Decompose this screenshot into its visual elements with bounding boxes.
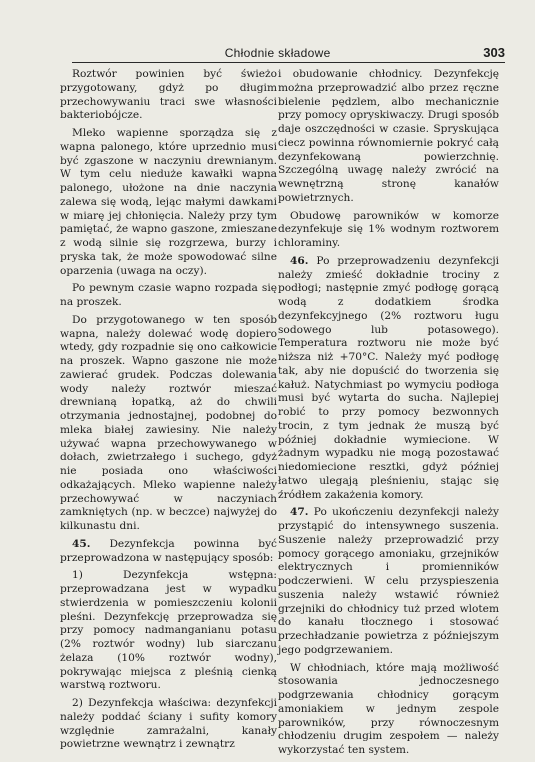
- paragraph-section-45: [60, 538, 277, 566]
- paragraph: Mleko wapienne sporządza się z wapna palonego, które uprzednio musi być zgaszone w naczyniu drewnianym. W tym celu nieduże kawałki wapna palonego, ułożone na dnie naczynia zalewa się wodą, lejąc małymi dawkami w miarę jej chłonięcia. Należy przy tym pamiętać, że wapno gaszone, zmieszane z wodą silnie się rozgrzewa, burzy i pryska tak, że może spowodować silne oparzenia (uwaga na oczy).: [60, 127, 277, 277]
- page-number: 303: [483, 45, 505, 60]
- paragraph-section-47: [278, 506, 499, 657]
- paragraph: Do przygotowanego w ten sposób wapna, należy dolewać wodę dopiero wtedy, gdy rozpadnie się ono całkowicie na proszek. Wapno gaszone nie może zawierać grudek. Podczas dolewania wody należy roztwór mieszać drewnianą łopatką, aż do chwili otrzymania jednostajnej, podobnej do mleka białej zawiesiny. Nie należy używać wapna przechowywanego w dołach, zwietrzałego i suchego, gdyż nie posiada ono właściwości odkażających. Mleko wapienne należy przechowywać w naczyniach zamkniętych (np. w beczce) najwyżej do kilkunastu dni.: [60, 313, 277, 532]
- left-column: [60, 68, 277, 756]
- paragraph-text: Po przeprowadzeniu dezynfekcji należy zmieść dokładnie trociny z podłogi; następnie zmyć podłogę gorącą wodą z dodatkiem środka dezynfekcyjnego (2% roztworu ługu sodowego lub potasowego). Temperatura roztworu nie może być niższa niż +70°C. Należy myć podłogę tak, aby nie dopuścić do tworzenia się kałuż. Natychmiast po wymyciu podłoga musi być wytarta do sucha. Najlepiej robić to przy pomocy bezwonnych trocin, z tym jednak że muszą być później dokładnie wymiecione. W żadnym wypadku nie mogą pozostawać niedomiecione resztki, gdyż później łatwo ulegają pleśnieniu, stając się źródłem zakażenia komory.: [278, 254, 499, 501]
- paragraph-text: Dezynfekcja powinna być przeprowadzona w następujący sposób:: [60, 537, 277, 564]
- paragraph-text: Po ukończeniu dezynfekcji należy przystąpić do intensywnego suszenia. Suszenie należy przeprowadzić przy pomocy gorącego amoniaku, grzejników elektrycznych i promienników podczerwieni. W celu przyspieszenia suszenia należy wstawić również grzejniki do chłodnicy tuż przed wlotem do kanału tłocznego i stosować przechładzanie powietrza z późniejszym jego podgrzewaniem.: [278, 506, 499, 656]
- paragraph: W chłodniach, które mają możliwość stosowania jednoczesnego podgrzewania chłodnicy gorącym amoniakiem w jednym zespole parowników, przy równoczesnym chłodzeniu drugim zespołem — należy wykorzystać ten system.: [278, 661, 499, 756]
- paragraph: Po pewnym czasie wapno rozpada się na proszek.: [60, 282, 277, 308]
- list-item: 2) Dezynfekcja właściwa: dezynfekcji należy poddać ściany i sufity komory względnie zamrażalni, kanały powietrzne wewnątrz i zewnątrz: [60, 697, 277, 751]
- section-number: 47.: [290, 506, 309, 519]
- paragraph-section-46: [278, 255, 499, 503]
- paragraph: Obudowę parowników w komorze dezynfekuje się 1% wodnym roztworem chloraminy.: [278, 209, 499, 249]
- paragraph: i obudowanie chłodnicy. Dezynfekcję można przeprowadzić albo przez ręczne bielenie pędzlem, albo mechanicznie przy pomocy opryskiwaczy. Drugi sposób daje oszczędności w czasie. Spryskująca ciecz powinna równomiernie pokryć całą dezynfekowaną powierzchnię. Szczególną uwagę należy zwrócić na wewnętrzną stronę kanałów powietrznych.: [278, 68, 499, 204]
- paragraph: Roztwór powinien być świeżo przygotowany, gdyż po długim przechowywaniu traci swe własności bakteriobójcze.: [60, 68, 277, 122]
- section-number: 45.: [72, 537, 91, 550]
- chapter-title: Chłodnie składowe: [224, 46, 331, 60]
- list-item: 1) Dezynfekcja wstępna: przeprowadzana jest w wypadku stwierdzenia w pomieszczeniu kolonii pleśni. Dezynfekcję przeprowadza się przy pomocy nadmanganianu potasu (2% roztwór wodny) lub siarczanu żelaza (10% roztwór wodny), pokrywając miejsca z pleśnią cienką warstwą roztworu.: [60, 569, 277, 692]
- running-header: [72, 44, 505, 63]
- right-column: [278, 68, 499, 762]
- section-number: 46.: [290, 254, 309, 267]
